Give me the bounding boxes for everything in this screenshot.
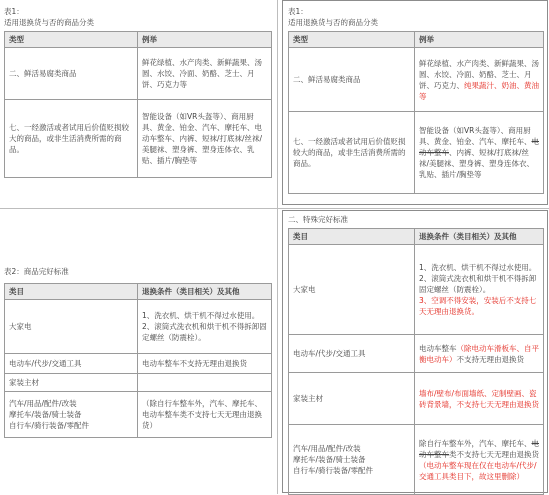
row-category: 电动车/代步/交通工具	[5, 354, 138, 374]
row-conditions: 1、洗衣机、烘干机不得过水使用。 2、滚筒式洗衣机和烘干机不得拆卸固定螺丝（防震栓）。	[138, 300, 272, 354]
table-row	[289, 245, 544, 335]
row-conditions: （除自行车整车外，汽车、摩托车、电动车整车类不支持七天无理由退换货）	[138, 392, 272, 438]
added-text: 纯果蔬汁、奶油、黄油等	[419, 80, 539, 101]
special-standards-table	[288, 228, 544, 495]
row-conditions	[415, 245, 544, 335]
row-conditions: 墙布/壁布/布面墙纸、定制壁画、瓷砖背景墙，不支持七天无理由退换货	[415, 373, 544, 425]
header-type: 类型	[5, 32, 138, 48]
horizontal-divider	[0, 208, 549, 209]
header-examples: 例举	[415, 32, 544, 48]
examples-text-rest: 、内裤、短袜/打底袜/丝袜/美腿袜、塑身裤、塑身连体衣、乳贴、插片/胸垫等	[419, 148, 535, 179]
condition-text: 电动车整车	[419, 343, 457, 353]
table1-left	[4, 31, 272, 178]
table1-title: 表1：	[288, 7, 308, 16]
table-row	[5, 392, 272, 438]
row-conditions: 电动车整车不支持无理由退换货	[138, 354, 272, 374]
condition-text-rest: 不支持无理由退换货	[456, 354, 524, 364]
table2-left	[4, 283, 272, 438]
deleted-text: 电动车整车	[419, 137, 539, 157]
table1-subtitle: 适用退换货与否的商品分类	[288, 18, 378, 27]
table-header-row	[289, 32, 544, 48]
header-conditions: 退换条件（类目相关）及其他	[415, 229, 544, 245]
row-category: 家装主材	[5, 374, 138, 392]
table-header-row	[5, 284, 272, 300]
table-row	[5, 48, 272, 100]
header-category: 类目	[5, 284, 138, 300]
row-conditions	[138, 374, 272, 392]
table-row	[289, 335, 544, 373]
row-type: 二、鲜活易腐类商品	[5, 48, 138, 100]
deleted-text: 电动车整车	[419, 438, 539, 459]
row-category: 汽车/用品/配件/改装 摩托车/装备/骑士装备 自行车/骑行装备/零配件	[5, 392, 138, 438]
special-standards-panel	[288, 214, 544, 495]
table-header-row	[289, 229, 544, 245]
table-header-row	[5, 32, 272, 48]
table2-title: 表2：商品完好标准	[4, 267, 69, 276]
row-category: 电动车/代步/交通工具	[289, 335, 415, 373]
table-row	[5, 300, 272, 354]
condition-text-rest: 类不支持七天无理由退换货	[449, 449, 539, 459]
table1-right	[288, 31, 544, 194]
table-row	[289, 112, 544, 194]
table1-title: 表1：	[4, 7, 24, 16]
row-examples: 鲜花绿植、水产肉类、新鲜蔬果、汤圆、水饺、冷面、奶酪、芝士、月饼、巧克力等	[138, 48, 272, 100]
added-text: （除电动车滑板车、自平衡电动车）	[419, 343, 539, 364]
table1-left-panel	[4, 6, 272, 178]
row-examples: 智能设备（如VR头盔等）、商用厨具、黄金、铂金、汽车、摩托车、电动车整车、内裤、短袜/打底袜/丝袜/美腿袜、塑身裤、塑身连体衣、乳贴、插片/胸垫等	[138, 100, 272, 178]
examples-text: 鲜花绿植、水产肉类、新鲜蔬果、汤圆、水饺、冷面、奶酪、芝士、月饼、巧克力、	[419, 58, 539, 90]
examples-text: 智能设备（如VR头盔等）、商用厨具、黄金、铂金、汽车、摩托车、	[419, 126, 532, 146]
row-conditions	[415, 425, 544, 495]
table-row	[289, 373, 544, 425]
header-type: 类型	[289, 32, 415, 48]
added-note: （电动车整车现在仅在电动车/代步/交通工具类目下，故这里删除）	[419, 460, 537, 481]
table2-left-panel	[4, 266, 272, 438]
condition-text: 除自行车整车外，汽车、摩托车、	[419, 438, 532, 448]
added-condition-line: 3、空调不得安装，安装后不支持七天无理由退换货。	[419, 296, 537, 316]
vertical-divider	[277, 0, 278, 494]
row-type: 二、鲜活易腐类商品	[289, 48, 415, 112]
row-type: 七、一经激活或者试用后价值贬损较大的商品，或非生活消费所需的商品。	[5, 100, 138, 178]
row-category: 大家电	[5, 300, 138, 354]
row-examples	[415, 48, 544, 112]
table-row	[5, 354, 272, 374]
row-category: 大家电	[289, 245, 415, 335]
row-conditions	[415, 335, 544, 373]
condition-line: 2、滚筒式洗衣机和烘干机不得拆卸固定螺丝（防震栓）。	[419, 274, 537, 294]
table-row	[289, 48, 544, 112]
special-title: 二、特殊完好标准	[288, 215, 348, 224]
table1-right-panel	[288, 6, 544, 194]
row-category: 汽车/用品/配件/改装 摩托车/装备/骑士装备 自行车/骑行装备/零配件	[289, 425, 415, 495]
header-conditions: 退换条件（类目相关）及其他	[138, 284, 272, 300]
row-category: 家装主材	[289, 373, 415, 425]
header-category: 类目	[289, 229, 415, 245]
header-examples: 例举	[138, 32, 272, 48]
row-type: 七、一经激活或者试用后价值贬损较大的商品，或非生活消费所需的商品。	[289, 112, 415, 194]
table-row	[289, 425, 544, 495]
table-row	[5, 100, 272, 178]
table1-subtitle: 适用退换货与否的商品分类	[4, 18, 94, 27]
row-examples	[415, 112, 544, 194]
table-row	[5, 374, 272, 392]
condition-line: 1、洗衣机、烘干机不得过水使用。	[419, 263, 537, 272]
